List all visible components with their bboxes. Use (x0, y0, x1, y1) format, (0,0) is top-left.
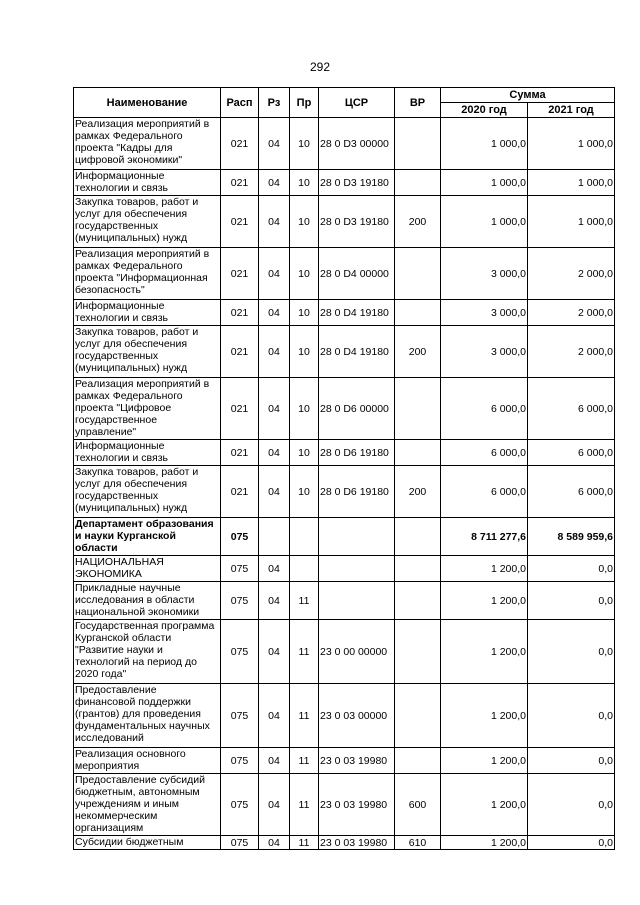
row-name: НАЦИОНАЛЬНАЯ ЭКОНОМИКА (74, 556, 221, 582)
row-vr (395, 684, 441, 748)
row-vr: 200 (395, 466, 441, 518)
table-row (74, 196, 615, 248)
row-sum-2020: 3 000,0 (441, 326, 528, 378)
row-pr: 11 (290, 684, 319, 748)
row-sum-2020: 6 000,0 (441, 466, 528, 518)
row-rasp: 021 (221, 118, 259, 170)
row-csr: 28 0 D3 19180 (319, 196, 395, 248)
row-rz: 04 (259, 170, 290, 196)
row-rasp: 075 (221, 556, 259, 582)
table-row (74, 620, 615, 684)
row-csr: 28 0 D3 19180 (319, 170, 395, 196)
row-sum-2021: 1 000,0 (528, 196, 615, 248)
row-sum-2020: 1 200,0 (441, 582, 528, 620)
row-rz: 04 (259, 248, 290, 300)
row-rasp: 021 (221, 378, 259, 440)
row-pr: 10 (290, 466, 319, 518)
row-sum-2020: 1 200,0 (441, 684, 528, 748)
row-vr: 200 (395, 326, 441, 378)
row-name: Закупка товаров, работ и услуг для обеспечения государственных (муниципальных) нужд (74, 326, 221, 378)
row-pr: 10 (290, 170, 319, 196)
header-year-2020: 2020 год (441, 103, 528, 118)
row-rz: 04 (259, 620, 290, 684)
row-pr: 11 (290, 620, 319, 684)
row-rz (259, 518, 290, 556)
row-vr (395, 300, 441, 326)
table-row (74, 748, 615, 774)
row-sum-2020: 8 711 277,6 (441, 518, 528, 556)
row-rz: 04 (259, 748, 290, 774)
row-sum-2021: 1 000,0 (528, 118, 615, 170)
table-row (74, 582, 615, 620)
page-number: 292 (309, 60, 331, 74)
table-row (74, 170, 615, 196)
row-csr: 28 0 D4 19180 (319, 300, 395, 326)
row-sum-2021: 6 000,0 (528, 378, 615, 440)
table-body (74, 118, 615, 850)
row-rasp: 075 (221, 748, 259, 774)
row-name: Предоставление финансовой поддержки (грантов) для проведения фундаментальных научных исследований (74, 684, 221, 748)
row-rasp: 075 (221, 620, 259, 684)
row-sum-2021: 1 000,0 (528, 170, 615, 196)
row-sum-2020: 1 200,0 (441, 620, 528, 684)
header-pr: Пр (290, 88, 319, 118)
row-pr: 10 (290, 440, 319, 466)
row-sum-2021: 2 000,0 (528, 300, 615, 326)
row-rasp: 021 (221, 440, 259, 466)
row-csr (319, 582, 395, 620)
row-csr: 23 0 03 19980 (319, 748, 395, 774)
row-pr (290, 556, 319, 582)
row-rz: 04 (259, 582, 290, 620)
table-row (74, 326, 615, 378)
row-vr (395, 556, 441, 582)
table-row (74, 466, 615, 518)
row-name: Информационные технологии и связь (74, 440, 221, 466)
row-sum-2020: 1 200,0 (441, 556, 528, 582)
row-sum-2020: 3 000,0 (441, 300, 528, 326)
row-name: Реализация мероприятий в рамках Федерального проекта "Информационная безопасность" (74, 248, 221, 300)
table-row (74, 378, 615, 440)
row-csr: 23 0 03 00000 (319, 684, 395, 748)
row-pr: 11 (290, 836, 319, 850)
table-row (74, 248, 615, 300)
row-name: Реализация мероприятий в рамках Федерального проекта "Цифровое государственное управление" (74, 378, 221, 440)
row-csr: 28 0 D6 00000 (319, 378, 395, 440)
row-pr (290, 518, 319, 556)
row-rasp: 021 (221, 170, 259, 196)
row-vr (395, 378, 441, 440)
row-pr: 11 (290, 774, 319, 836)
row-sum-2021: 2 000,0 (528, 248, 615, 300)
row-rasp: 021 (221, 196, 259, 248)
row-rz: 04 (259, 774, 290, 836)
row-vr (395, 248, 441, 300)
header-year-2021: 2021 год (528, 103, 615, 118)
row-csr: 28 0 D4 19180 (319, 326, 395, 378)
row-name: Предоставление субсидий бюджетным, автономным учреждениям и иным некоммерческим организациям (74, 774, 221, 836)
row-rz: 04 (259, 836, 290, 850)
row-rz: 04 (259, 378, 290, 440)
table-row (74, 684, 615, 748)
row-vr (395, 582, 441, 620)
row-name: Информационные технологии и связь (74, 300, 221, 326)
row-vr: 610 (395, 836, 441, 850)
row-sum-2021: 0,0 (528, 748, 615, 774)
header-rasp: Расп (221, 88, 259, 118)
table-row (74, 556, 615, 582)
row-rasp: 075 (221, 774, 259, 836)
row-sum-2020: 1 200,0 (441, 836, 528, 850)
row-pr: 10 (290, 326, 319, 378)
row-rasp: 075 (221, 684, 259, 748)
row-rasp: 075 (221, 836, 259, 850)
row-vr (395, 620, 441, 684)
row-rasp: 021 (221, 466, 259, 518)
row-rasp: 021 (221, 326, 259, 378)
row-sum-2020: 1 000,0 (441, 118, 528, 170)
row-name: Прикладные научные исследования в области национальной экономики (74, 582, 221, 620)
row-pr: 11 (290, 582, 319, 620)
header-rz: Рз (259, 88, 290, 118)
row-sum-2021: 2 000,0 (528, 326, 615, 378)
row-pr: 10 (290, 196, 319, 248)
row-sum-2020: 3 000,0 (441, 248, 528, 300)
row-rasp: 021 (221, 300, 259, 326)
row-pr: 10 (290, 300, 319, 326)
row-name: Субсидии бюджетным (74, 836, 221, 850)
row-pr: 10 (290, 248, 319, 300)
header-sum: Сумма (441, 88, 615, 103)
row-rz: 04 (259, 684, 290, 748)
row-vr (395, 170, 441, 196)
row-sum-2021: 0,0 (528, 556, 615, 582)
row-rz: 04 (259, 118, 290, 170)
row-pr: 10 (290, 118, 319, 170)
row-csr: 23 0 03 19980 (319, 836, 395, 850)
header-vr: ВР (395, 88, 441, 118)
row-vr (395, 440, 441, 466)
row-sum-2021: 6 000,0 (528, 440, 615, 466)
row-rasp: 021 (221, 248, 259, 300)
row-csr: 23 0 03 19980 (319, 774, 395, 836)
row-csr: 28 0 D4 00000 (319, 248, 395, 300)
table-row (74, 440, 615, 466)
row-rasp: 075 (221, 518, 259, 556)
table-row (74, 774, 615, 836)
row-sum-2021: 8 589 959,6 (528, 518, 615, 556)
row-name: Закупка товаров, работ и услуг для обеспечения государственных (муниципальных) нужд (74, 466, 221, 518)
row-pr: 10 (290, 378, 319, 440)
row-rz: 04 (259, 466, 290, 518)
row-rz: 04 (259, 440, 290, 466)
row-rz: 04 (259, 326, 290, 378)
row-name: Реализация основного мероприятия (74, 748, 221, 774)
row-vr (395, 118, 441, 170)
row-csr: 28 0 D3 00000 (319, 118, 395, 170)
table-row (74, 518, 615, 556)
row-sum-2020: 1 200,0 (441, 748, 528, 774)
row-vr: 600 (395, 774, 441, 836)
row-sum-2021: 0,0 (528, 620, 615, 684)
row-vr (395, 518, 441, 556)
row-csr: 23 0 00 00000 (319, 620, 395, 684)
row-pr: 11 (290, 748, 319, 774)
row-sum-2020: 6 000,0 (441, 378, 528, 440)
row-name: Департамент образования и науки Курганской области (74, 518, 221, 556)
row-sum-2021: 0,0 (528, 836, 615, 850)
table-row (74, 118, 615, 170)
budget-table (73, 87, 615, 850)
header-name: Наименование (74, 88, 221, 118)
row-name: Закупка товаров, работ и услуг для обеспечения государственных (муниципальных) нужд (74, 196, 221, 248)
row-sum-2021: 0,0 (528, 684, 615, 748)
row-csr (319, 518, 395, 556)
row-name: Реализация мероприятий в рамках Федерального проекта "Кадры для цифровой экономики" (74, 118, 221, 170)
row-sum-2020: 1 200,0 (441, 774, 528, 836)
row-name: Информационные технологии и связь (74, 170, 221, 196)
row-vr: 200 (395, 196, 441, 248)
row-rasp: 075 (221, 582, 259, 620)
row-rz: 04 (259, 556, 290, 582)
row-name: Государственная программа Курганской области "Развитие науки и технологий на период до 2020 года" (74, 620, 221, 684)
row-sum-2020: 6 000,0 (441, 440, 528, 466)
row-sum-2021: 0,0 (528, 774, 615, 836)
row-rz: 04 (259, 196, 290, 248)
row-sum-2020: 1 000,0 (441, 196, 528, 248)
row-sum-2021: 0,0 (528, 582, 615, 620)
row-vr (395, 748, 441, 774)
row-csr: 28 0 D6 19180 (319, 440, 395, 466)
table-row (74, 836, 615, 850)
row-sum-2020: 1 000,0 (441, 170, 528, 196)
row-sum-2021: 6 000,0 (528, 466, 615, 518)
table-row (74, 300, 615, 326)
row-rz: 04 (259, 300, 290, 326)
row-csr (319, 556, 395, 582)
row-csr: 28 0 D6 19180 (319, 466, 395, 518)
header-csr: ЦСР (319, 88, 395, 118)
